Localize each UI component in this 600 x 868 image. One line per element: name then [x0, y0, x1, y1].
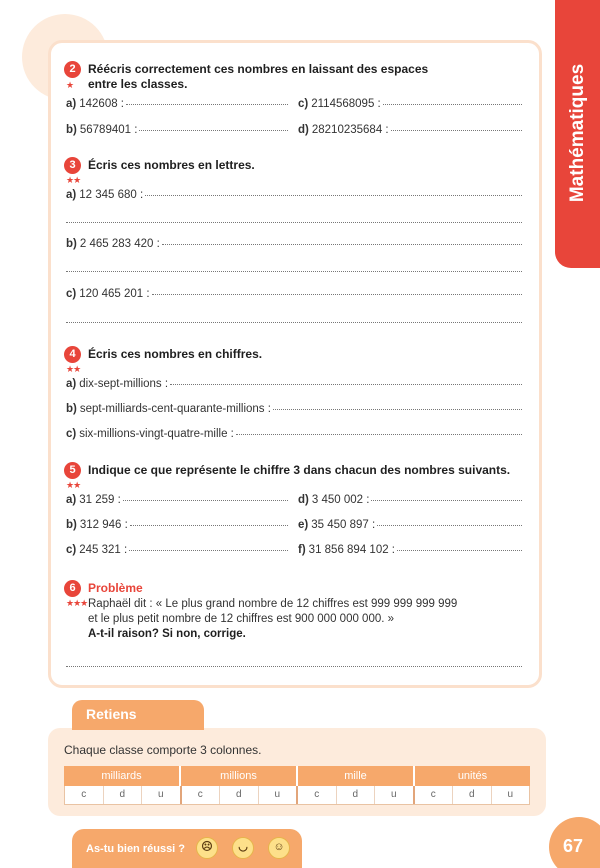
answer-line[interactable] — [66, 666, 522, 667]
answer-line[interactable] — [66, 322, 522, 323]
column-label: u — [375, 786, 415, 804]
subject-label: Mathématiques — [566, 63, 588, 203]
column-label: c — [65, 786, 104, 804]
exercise-number: 5 — [64, 462, 81, 479]
answer-row[interactable]: b) 312 946 : — [66, 519, 288, 531]
page-number: 67 — [563, 836, 584, 856]
exercise-number: 6 — [64, 580, 81, 597]
answer-row[interactable]: a) dix-sept-millions : — [66, 378, 522, 390]
column-label: u — [142, 786, 182, 804]
difficulty-stars: ★★ — [66, 175, 81, 185]
answer-row[interactable]: c) 2114568095 : — [298, 98, 522, 110]
sad-face-icon[interactable]: ☹ — [196, 837, 218, 859]
answer-row[interactable]: f) 31 856 894 102 : — [298, 544, 522, 556]
answer-row[interactable]: d) 3 450 002 : — [298, 494, 522, 506]
exercise-title: Écris ces nombres en lettres. — [88, 158, 255, 172]
neutral-face-icon[interactable]: ◡ — [232, 837, 254, 859]
self-assessment-bar — [72, 829, 302, 868]
column-label: d — [337, 786, 376, 804]
difficulty-stars: ★ — [66, 80, 74, 90]
answer-row[interactable]: c) six-millions-vingt-quatre-mille : — [66, 428, 522, 440]
column-label: c — [298, 786, 337, 804]
column-label: u — [259, 786, 299, 804]
answer-row[interactable]: a) 142608 : — [66, 98, 288, 110]
column-label: c — [182, 786, 221, 804]
answer-row[interactable]: a) 12 345 680 : — [66, 189, 522, 201]
retiens-text: Chaque classe comporte 3 colonnes. — [64, 743, 262, 757]
exercise-title: Indique ce que représente le chiffre 3 dans chacun des nombres suivants. — [88, 463, 511, 477]
subject-tab — [555, 0, 600, 268]
happy-face-icon[interactable]: ☺ — [268, 837, 290, 859]
answer-line[interactable] — [66, 271, 522, 272]
exercise-number: 2 — [64, 61, 81, 78]
column-label: c — [415, 786, 454, 804]
column-label: d — [453, 786, 492, 804]
answer-row[interactable]: d) 28210235684 : — [298, 124, 522, 136]
difficulty-stars: ★★★ — [66, 598, 88, 608]
classes-table — [64, 766, 530, 805]
problem-heading: Problème — [88, 581, 143, 595]
answer-row[interactable]: b) 2 465 283 420 : — [66, 238, 522, 250]
exercise-number: 4 — [64, 346, 81, 363]
class-header: unités — [415, 766, 530, 786]
class-header: milliards — [64, 766, 181, 786]
class-header: mille — [298, 766, 415, 786]
class-header: millions — [181, 766, 298, 786]
answer-row[interactable]: a) 31 259 : — [66, 494, 288, 506]
self-assessment-label: As-tu bien réussi ? — [86, 843, 186, 855]
answer-row[interactable]: b) sept-milliards-cent-quarante-millions : — [66, 403, 522, 415]
exercise-title: Écris ces nombres en chiffres. — [88, 347, 263, 361]
answer-row[interactable]: c) 120 465 201 : — [66, 288, 522, 300]
page-number-badge — [549, 817, 600, 868]
difficulty-stars: ★★ — [66, 480, 81, 490]
answer-line[interactable] — [66, 222, 522, 223]
retiens-tab: Retiens — [72, 700, 204, 730]
difficulty-stars: ★★ — [66, 364, 81, 374]
answer-row[interactable]: c) 245 321 : — [66, 544, 288, 556]
column-label: d — [104, 786, 143, 804]
column-label: d — [220, 786, 259, 804]
exercise-number: 3 — [64, 157, 81, 174]
exercise-title: Réécris correctement ces nombres en laissant des espaces entre les classes. — [88, 62, 429, 91]
problem-statement: Raphaël dit : « Le plus grand nombre de 12 chiffres est 999 999 999 999 et le plus petit nombre de 12 chiffres est 900 000 000 000. » A-t-il raison? Si non, corrige. — [88, 598, 458, 640]
column-label: u — [507, 789, 514, 800]
answer-row[interactable]: e) 35 450 897 : — [298, 519, 522, 531]
answer-row[interactable]: b) 56789401 : — [66, 124, 288, 136]
